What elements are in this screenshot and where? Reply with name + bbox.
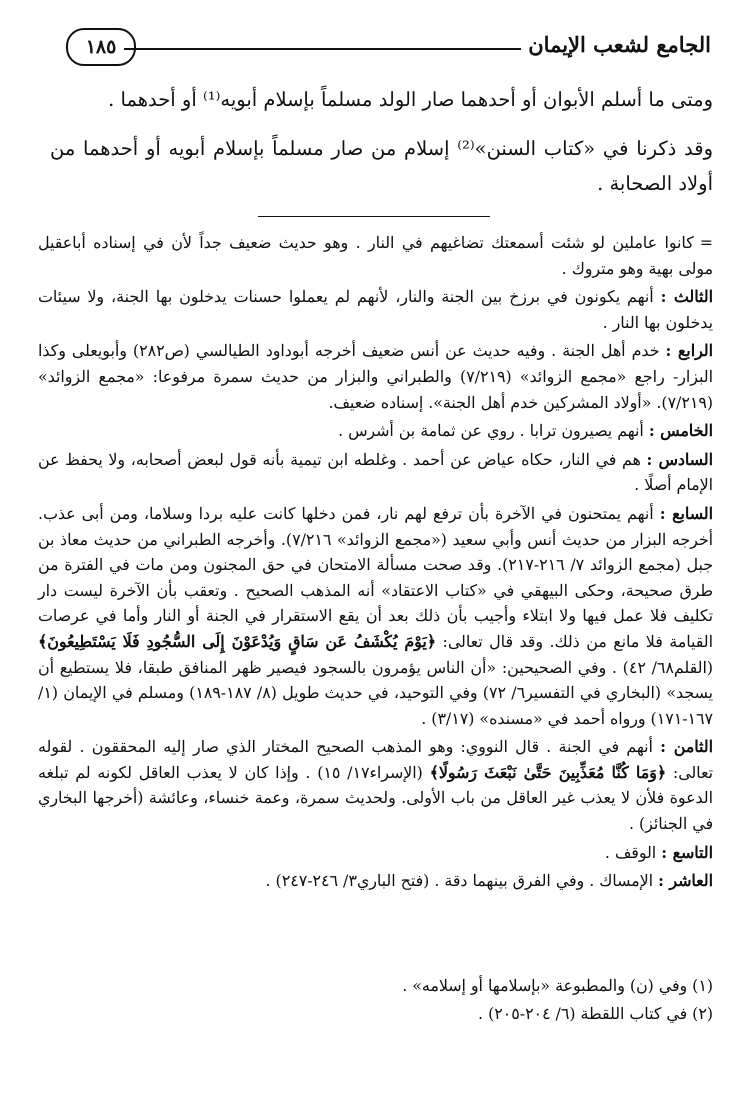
note-text: أنهم يصيرون ترابا . روي عن ثمامة بن أشرس . <box>338 421 644 441</box>
quran-verse: ﴿يَوْمَ يُكْشَفُ عَن سَاقٍ وَيُدْعَوْنَ إِلَى السُّجُودِ فَلَا يَسْتَطِيعُونَ﴾ <box>38 631 436 651</box>
note-text: خدم أهل الجنة . وفيه حديث عن أنس ضعيف أخرجه أبوداود الطيالسي (ص٢٨٢) وأبويعلى وكذا البزار- راجع «مجمع الزوائد» (٧/٢١٩) والطبراني والبزار من حديث سمرة مرفوعا: «مجمع الزوائد» (٧/٢١٩). «أولاد المشركين خدم أهل الجنة». إسناده ضعيف. <box>38 341 713 412</box>
note-text: الوقف . <box>604 842 657 862</box>
note-sixth <box>38 447 713 498</box>
note-fifth <box>38 418 713 444</box>
header-rule <box>124 48 521 50</box>
note-third <box>38 284 713 335</box>
note-label: السابع : <box>659 503 713 523</box>
note-label: التاسع : <box>661 842 713 862</box>
notes-section <box>38 230 713 897</box>
main-paragraph: وقد ذكرنا في «كتاب السنن»⁽²⁾ إسلام من صار مسلماً بإسلام أبويه أو أحدهما من أولاد الصحابة . <box>50 137 713 195</box>
note-text: (القلم٦٨/ ٤٢) . وفي الصحيحين: «أن الناس يؤمرون بالسجود فيصير ظهر المنافق طبقا، فلا يستطيع أن يسجد» (البخاري في التفسير٦/ ٧٢) وفي التوحيد، في حديث طويل (٨/ ١٨٧-١٨٩) ومسلم في الإيمان (١/ ١٦٧-١٧١) ورواه أحمد في «مسنده» (٣/١٧) . <box>38 657 714 728</box>
note-text: الإمساك . وفي الفرق بينهما دقة . (فتح الباري٣/ ٢٤٦-٢٤٧) . <box>265 871 654 891</box>
note-seventh <box>38 501 713 731</box>
note-continuation <box>38 230 713 281</box>
note-text: أنهم يمتحنون في الآخرة بأن ترفع لهم نار، فمن دخلها كانت عليه بردا وسلاما، ومن أبى عذب. أخرجه البزار من حديث أنس وأبي سعيد («مجمع الزوائد» ٧/٢١٦). وأخرجه الطبراني من حديث معاذ بن جبل (مجمع الزوائد ٧/ ٢١٦-٢١٧). وقد صحت مسألة الامتحان في حق المجنون ومن مات في الفترة من طرق صحيحة، وحكى البيهقي في «كتاب الاعتقاد» أنه المذهب الصحيح . وتعقب بأن الآخرة ليست دار تكليف فلا عمل فيها ولا ابتلاء وأجيب بأن ذلك بعد أن يقع الاستقرار في الجنة أو النار وأما في عرصات القيامة فلا مانع من ذلك. وقد قال تعالى: <box>38 503 714 651</box>
footnotes <box>40 972 713 1028</box>
note-text: كانوا عاملين لو شئت أسمعتك تضاغيهم في النار . وهو حديث ضعيف جداً لأن في إسناده أباعقيل مولى بهية وهو متروك . <box>38 233 713 278</box>
running-header <box>66 28 711 74</box>
footnote-1: (١) وفي (ن) والمطبوعة «بإسلامها أو إسلامه» . <box>402 976 713 995</box>
note-text: (الإسراء١٧/ ١٥) . وإذا كان لا يعذب العاقل لكونه لم تبلغه الدعوة فلأن لا يعذب غير العاقل من باب الأولى. ولحديث سمرة، وعمة خنساء، وعائشة (أخرجها البخاري في الجنائز) . <box>38 762 713 834</box>
page-number: ١٨٥ <box>66 28 136 66</box>
note-text: أنهم يكونون في برزخ بين الجنة والنار، لأنهم لم يعملوا حسنات يدخلون بها الجنة، ولا سيئات يدخلون بها النار . <box>38 287 713 332</box>
note-label: العاشر : <box>658 871 713 891</box>
note-text: أنهم في الجنة . قال النووي: وهو المذهب الصحيح المختار الذي صار إليه المحققون . لقوله تعالى: <box>38 737 714 782</box>
note-text: هم في النار، حكاه عياض عن أحمد . وغلطه ابن تيمية بأنه قول لبعض أصحابه، ولا يحفظ عن الإمام أصلًا . <box>38 449 713 495</box>
note-label: الرابع : <box>665 341 714 361</box>
note-label: الثالث : <box>660 287 714 307</box>
note-label: الخامس : <box>648 421 713 441</box>
note-ninth <box>38 840 713 866</box>
note-eighth <box>38 734 713 836</box>
note-fourth <box>38 338 713 415</box>
header-title: الجامع لشعب الإيمان <box>528 32 711 57</box>
main-paragraph: ومتى ما أسلم الأبوان أو أحدهما صار الولد مسلماً بإسلام أبويه⁽¹⁾ أو أحدهما . <box>108 88 713 111</box>
footnote-divider <box>258 216 490 217</box>
footnote-2: (٢) في كتاب اللقطة (٦/ ٢٠٤-٢٠٥) . <box>478 1004 713 1023</box>
main-text <box>50 82 713 203</box>
note-label: الثامن : <box>660 737 713 757</box>
note-tenth <box>38 868 713 894</box>
note-label: السادس : <box>646 449 713 469</box>
quran-verse: ﴿وَمَا كُنَّا مُعَذِّبِينَ حَتَّىٰ نَبْعَثَ رَسُولًا﴾ <box>429 762 667 782</box>
continuation-mark: = <box>699 233 713 252</box>
